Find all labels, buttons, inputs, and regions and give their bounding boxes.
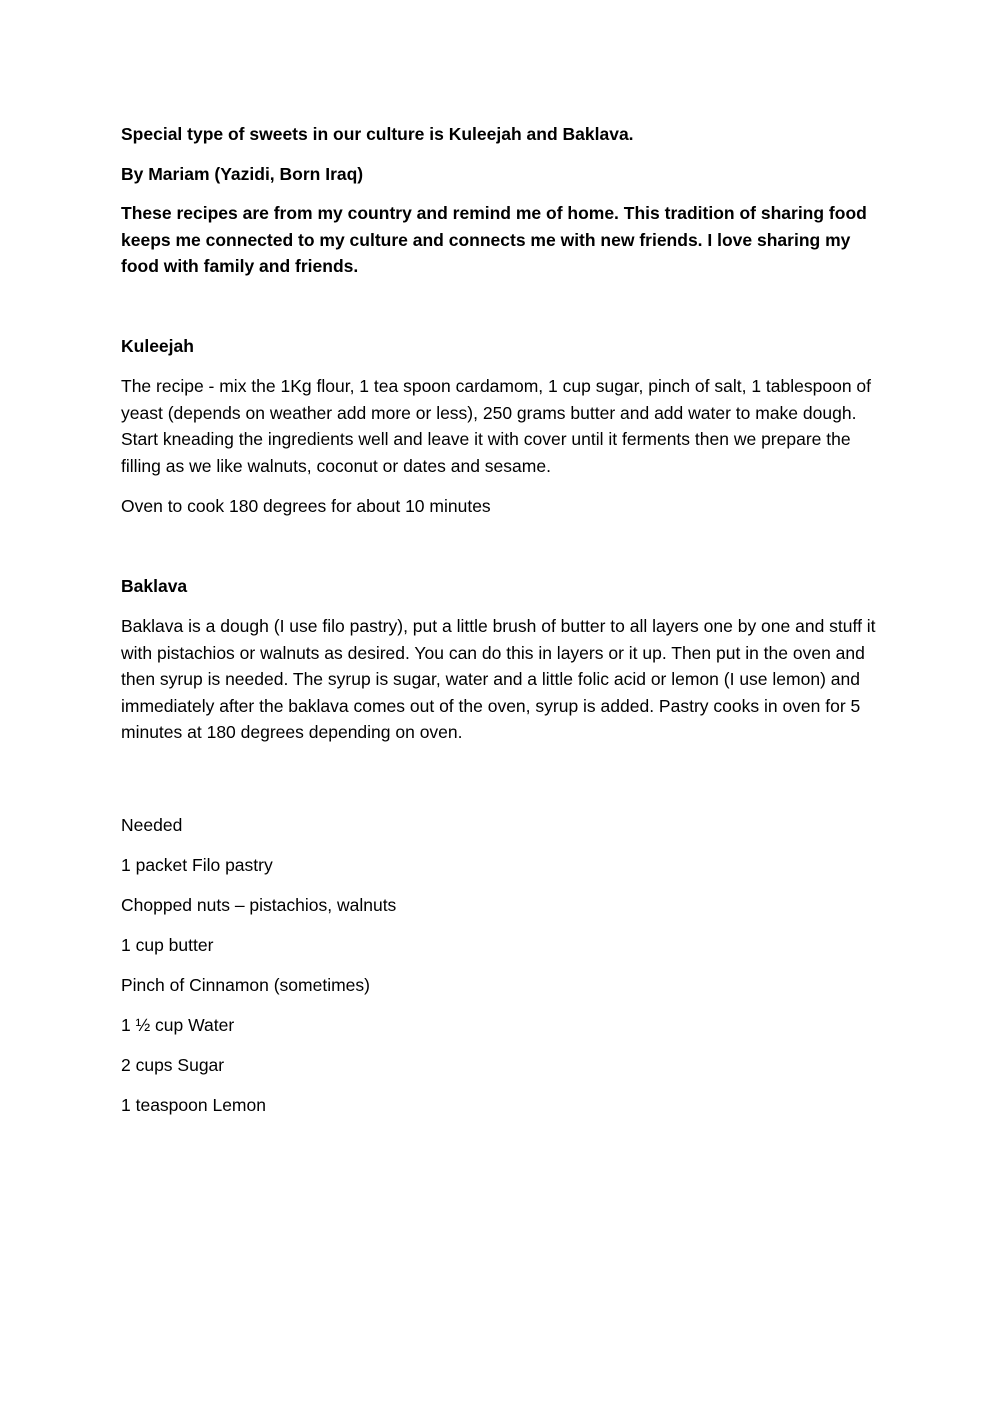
needed-label: Needed: [121, 814, 183, 835]
intro-paragraph: These recipes are from my country and remind me of home. This tradition of sharing food keeps me connected to my culture and connects me with new friends. I love sharing my food with family and friends.: [121, 203, 867, 276]
document-content: [121, 121, 881, 1118]
baklava-recipe: Baklava is a dough (I use filo pastry), put a little brush of butter to all layers one by one and stuff it with pistachios or walnuts as desired. You can do this in layers or it up. Then put in the oven and then syrup is needed. The syrup is sugar, water and a little folic acid or lemon (I use lemon) and immediately after the baklava comes out of the oven, syrup is added. Pastry cooks in oven for 5 minutes at 180 degrees depending on oven.: [121, 616, 876, 742]
ingredient-item: 1 packet Filo pastry: [121, 854, 273, 875]
kuleejah-recipe: The recipe - mix the 1Kg flour, 1 tea spoon cardamom, 1 cup sugar, pinch of salt, 1 tablespoon of yeast (depends on weather add more or less), 250 grams butter and add water to make dough. Start kneading the ingredients well and leave it with cover until it ferments then we prepare the filling as we like walnuts, coconut or dates and sesame.: [121, 376, 872, 476]
ingredient-item: 1 teaspoon Lemon: [121, 1094, 266, 1115]
document-title: Special type of sweets in our culture is Kuleejah and Baklava.: [121, 124, 634, 144]
ingredient-item: 2 cups Sugar: [121, 1054, 225, 1075]
ingredient-list: [121, 852, 881, 1119]
byline: By Mariam (Yazidi, Born Iraq): [121, 163, 364, 184]
kuleejah-oven: Oven to cook 180 degrees for about 10 minutes: [121, 496, 491, 516]
baklava-heading: Baklava: [121, 575, 188, 596]
kuleejah-heading: Kuleejah: [121, 335, 194, 356]
ingredient-item: 1 cup butter: [121, 934, 214, 955]
ingredient-item: 1 ½ cup Water: [121, 1014, 235, 1035]
ingredient-item: Pinch of Cinnamon (sometimes): [121, 974, 370, 995]
ingredient-item: Chopped nuts – pistachios, walnuts: [121, 894, 397, 915]
